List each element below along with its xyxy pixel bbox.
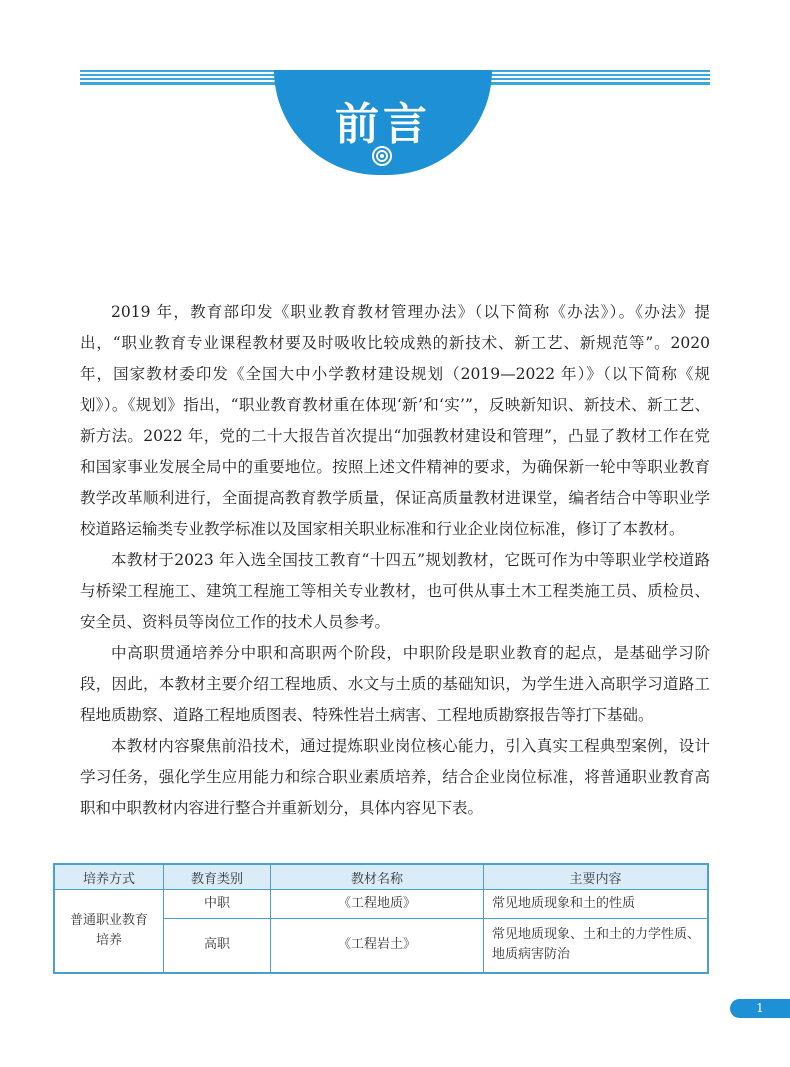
table-cell: 常见地质现象和土的性质 xyxy=(484,890,708,919)
table-cell: 普通职业教育培养 xyxy=(55,890,164,973)
table-row xyxy=(55,890,708,919)
table-cell: 《工程岩土》 xyxy=(271,918,484,972)
content-table xyxy=(53,863,709,974)
table-cell: 《工程地质》 xyxy=(271,890,484,919)
table-header: 教材名称 xyxy=(271,865,484,890)
table-cell: 高职 xyxy=(164,918,271,972)
page-number: 1 xyxy=(730,999,790,1018)
page-title: 前言 xyxy=(335,99,431,150)
paragraph: 本教材内容聚焦前沿技术，通过提炼职业岗位核心能力，引入真实工程典型案例，设计学习任务，强化学生应用能力和综合职业素质培养，结合企业岗位标准，将普通职业教育高职和中职教材内容进行整合并重新划分，具体内容见下表。 xyxy=(80,737,710,817)
table-header: 教育类别 xyxy=(164,865,271,890)
table-header: 培养方式 xyxy=(55,865,164,890)
preface-body xyxy=(80,297,710,824)
paragraph: 本教材于2023 年入选全国技工教育“十四五”规划教材，它既可作为中等职业学校道路与桥梁工程施工、建筑工程施工等相关专业教材，也可供从事土木工程类施工员、质检员、安全员、资料员等岗位工作的技术人员参考。 xyxy=(80,551,710,631)
table-header: 主要内容 xyxy=(484,865,708,890)
table-cell: 中职 xyxy=(164,890,271,919)
paragraph: 中高职贯通培养分中职和高职两个阶段，中职阶段是职业教育的起点，是基础学习阶段，因此，本教材主要介绍工程地质、水文与土质的基础知识，为学生进入高职学习道路工程地质勘察、道路工程地质图表、特殊性岩土病害、工程地质勘察报告等打下基础。 xyxy=(80,644,710,724)
paragraph: 2019 年，教育部印发《职业教育教材管理办法》（以下简称《办法》）。《办法》提出，“职业教育专业课程教材要及时吸收比较成熟的新技术、新工艺、新规范等”。2020 年，国家教材委印发《全国大中小学教材建设规划（2019—2022 年）》（以下简称《规划》）。《规划》指出，“职业教育教材重在体现‘新’和‘实’”，反映新知识、新技术、新工艺、新方法。2022 年，党的二十大报告首次提出“加强教材建设和管理”，凸显了教材工作在党和国家事业发展全局中的重要地位。按照上述文件精神的要求，为确保新一轮中等职业教育教学改革顺利进行，全面提高教育教学质量，保证高质量教材进课堂，编者结合中等职业学校道路运输类专业教学标准以及国家相关职业标准和行业企业岗位标准，修订了本教材。 xyxy=(80,303,710,538)
table-cell: 常见地质现象、土和土的力学性质、地质病害防治 xyxy=(484,918,708,972)
target-circle-icon xyxy=(371,145,393,167)
